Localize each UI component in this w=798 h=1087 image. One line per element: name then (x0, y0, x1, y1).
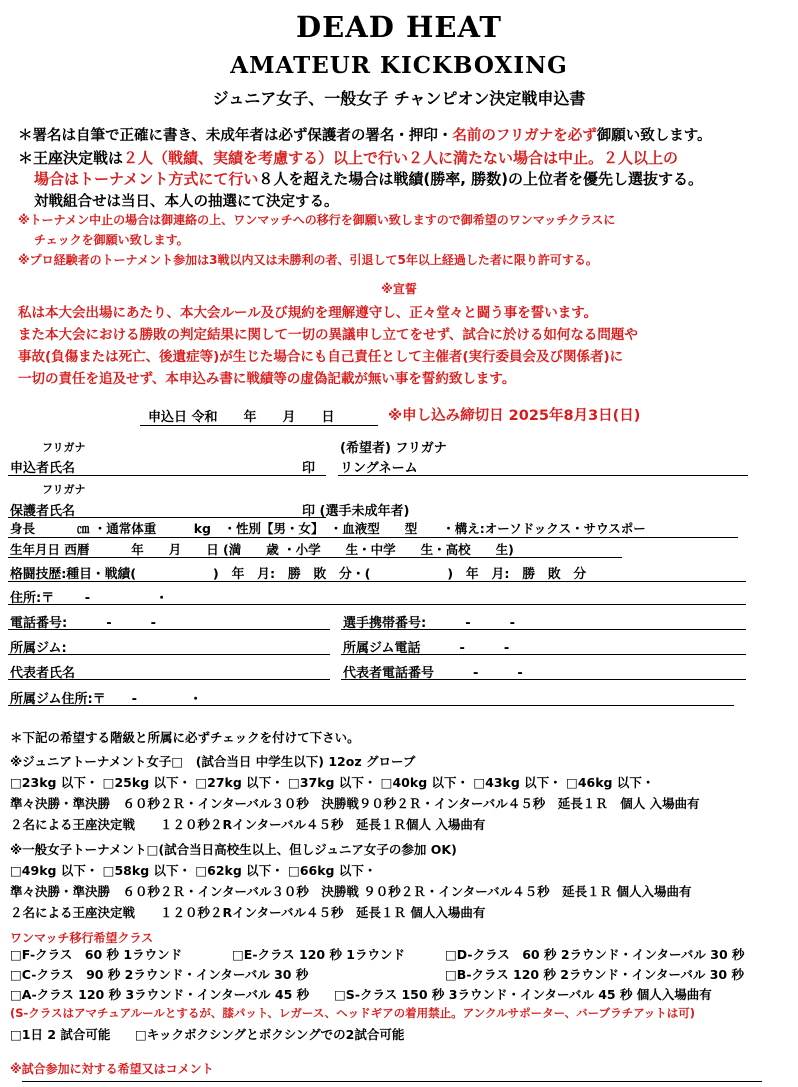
guardian-name-label: 保護者氏名 (10, 504, 76, 519)
title-amateur-kickboxing: AMATEUR KICKBOXING (230, 52, 568, 79)
gym-address-field[interactable]: 所属ジム住所:〒 - ・ (10, 692, 203, 707)
address-underline (8, 604, 746, 605)
onematch-title: ワンマッチ移行希望クラス (10, 931, 154, 945)
kick-and-boxing-checkbox[interactable]: □キックボクシングとボクシングでの2試合可能 (135, 1027, 405, 1042)
junior-tournament-title[interactable]: ※ジュニアトーナメント女子□ (試合当日 中学生以下) 12oz グローブ (10, 754, 416, 769)
oath-line-3: 事故(負傷または死亡、後遺症等)が生じた場合にも自己責任として主催者(実行委員会及び関係者)に (18, 349, 624, 365)
form-subtitle: ジュニア女子、一般女子 チャンピオン決定戦申込書 (212, 89, 586, 108)
birth-row[interactable]: 生年月日 西暦 年 月 日 (満 歳 ・小学 生・中学 生・高校 生) (10, 542, 514, 557)
note-signature-text: ＊署名は自筆で正確に書き、未成年者は必ず保護者の署名・押印・ (18, 128, 453, 144)
note-tournament-selection: ８人を超えた場合は戦績(勝率, 勝数)の上位者を優先し選抜する。 (258, 170, 704, 188)
record-underline (8, 581, 746, 582)
gym-field[interactable]: 所属ジム: (10, 641, 67, 656)
mobile-underline (341, 629, 746, 630)
address-field[interactable]: 住所:〒 - ・ (10, 591, 169, 606)
note-cancel-check: チェックを御願い致します。 (34, 233, 189, 247)
oath-line-4: 一切の責任を追及せず、本申込み書に戦績等の虚偽記載が無い事を誓約致します。 (18, 371, 516, 387)
gym-address-underline (8, 705, 734, 706)
application-date-field[interactable]: 申込日 令和 年 月 日 (148, 410, 335, 425)
note-title-match-condition: ２人（戦績、実績を考慮する）以上で行い２人に満たない場合は中止。２人以上の (123, 149, 679, 167)
ringname-label: リングネーム (340, 461, 418, 476)
deadline: ※申し込み締切日 2025年8月3日(日) (388, 408, 641, 424)
two-matches-checkbox[interactable]: □1日 2 試合可能 (10, 1027, 111, 1042)
note-title-match (18, 147, 678, 168)
comment-field[interactable] (22, 1081, 762, 1082)
record-row[interactable]: 格闘技歴:種目・戦績( ) 年 月: 勝 敗 分・( ) 年 月: 勝 敗 分 (10, 567, 587, 582)
furigana-label-1: フリガナ (42, 441, 86, 454)
title-dead-heat: DEAD HEAT (296, 10, 502, 44)
general-rule-1: 準々決勝・準決勝 ６０秒２Ｒ・インターバル３０秒 決勝戦 ９０秒２Ｒ・インターバル４５秒 延長１Ｒ 個人入場曲有 (10, 884, 692, 899)
note-tournament-format-red: 場合はトーナメント方式にて行い (34, 170, 259, 188)
ringname-field[interactable] (338, 475, 748, 476)
guardian-seal: 印 (選手未成年者) (302, 504, 410, 519)
note-signature-end: 御願い致します。 (596, 128, 712, 144)
applicant-name-label: 申込者氏名 (10, 461, 76, 476)
hope-furigana-label: (希望者) フリガナ (340, 441, 447, 456)
representative-field[interactable]: 代表者氏名 (10, 666, 76, 681)
general-rule-2: ２名による王座決定戦 １２０秒２Rインターバル４５秒 延長１Ｒ 個人入場曲有 (10, 905, 486, 920)
note-tournament-format (34, 168, 703, 189)
phone-field[interactable]: 電話番号: - - (10, 616, 156, 631)
note-cancel: ※トーナメン中止の場合は御連絡の上、ワンマッチへの移行を御願い致しますので御希望のワンマッチクラスに (18, 213, 616, 227)
junior-rule-1: 準々決勝・準決勝 ６０秒２Ｒ・インターバル３０秒 決勝戦９０秒２Ｒ・インターバル４５秒 延長１Ｒ 個人 入場曲有 (10, 796, 700, 811)
applicant-seal: 印 (302, 461, 316, 476)
gym-underline (8, 654, 330, 655)
junior-weight-classes[interactable]: □23kg 以下・ □25kg 以下・ □27kg 以下・ □37kg 以下・ □40kg 以下・ □43kg 以下・ □46kg 以下・ (10, 775, 655, 790)
body-info-row[interactable]: 身長 ㎝ ・通常体重 kg ・性別【男・女】 ・血液型 型 ・構え:オーソドックス・サウスポー (10, 521, 646, 536)
class-instruction: ＊下記の希望する階級と所属に必ずチェックを付けて下さい。 (10, 730, 360, 745)
general-tournament-title[interactable]: ※一般女子トーナメント□(試合当日高校生以上、但しジュニア女子の参加 OK) (10, 842, 457, 857)
class-s-checkbox[interactable]: □S-クラス 150 秒 3ラウンド・インターバル 45 秒 個人入場曲有 (334, 987, 712, 1002)
phone-underline (8, 629, 330, 630)
representative-phone-field[interactable]: 代表者電話番号 - - (343, 666, 523, 681)
representative-phone-underline (341, 679, 746, 680)
gym-phone-field[interactable]: 所属ジム電話 - - (343, 641, 510, 656)
note-signature (18, 124, 712, 145)
note-draw: 対戦組合せは当日、本人の抽選にて決定する。 (34, 194, 339, 210)
class-c-checkbox[interactable]: □C-クラス 90 秒 2ラウンド・インターバル 30 秒 (10, 967, 309, 982)
comment-label: ※試合参加に対する希望又はコメント (10, 1062, 214, 1076)
representative-underline (8, 679, 330, 680)
applicant-name-field[interactable] (8, 475, 326, 476)
oath-title: ※宣誓 (381, 282, 417, 296)
guardian-name-field[interactable] (8, 517, 326, 518)
class-f-checkbox[interactable]: □F-クラス 60 秒 1ラウンド (10, 947, 183, 962)
class-a-checkbox[interactable]: □A-クラス 120 秒 3ラウンド・インターバル 45 秒 (10, 987, 310, 1002)
body-info-underline (8, 537, 738, 538)
note-title-match-text: ＊王座決定戦は (18, 149, 124, 167)
class-e-checkbox[interactable]: □E-クラス 120 秒 1ラウンド (232, 947, 406, 962)
date-underline (140, 425, 378, 426)
junior-rule-2: ２名による王座決定戦 １２０秒２Rインターバル４５秒 延長１Ｒ個人 入場曲有 (10, 817, 486, 832)
oath-line-1: 私は本大会出場にあたり、本大会ルール及び規約を理解遵守し、正々堂々と闘う事を誓います。 (18, 305, 598, 321)
mobile-field[interactable]: 選手携帯番号: - - (343, 616, 515, 631)
gym-phone-underline (341, 654, 746, 655)
oath-line-2: また本大会における勝敗の判定結果に関して一切の異議申し立てをせず、試合に於ける如何なる問題や (18, 327, 638, 343)
s-class-note: (S-クラスはアマチュアルールとするが、膝パット、レガース、ヘッドギアの着用禁止。アンクルサポーター、バーブラチアットは可) (10, 1006, 696, 1020)
note-furigana-required: 名前のフリガナを必ず (452, 128, 597, 144)
class-b-checkbox[interactable]: □B-クラス 120 秒 2ラウンド・インターバル 30 秒 (445, 967, 744, 982)
general-weight-classes[interactable]: □49kg 以下・ □58kg 以下・ □62kg 以下・ □66kg 以下・ (10, 863, 377, 878)
note-pro-experience: ※プロ経験者のトーナメント参加は3戦以内又は未勝利の者、引退して5年以上経過した者に限り許可する。 (18, 253, 598, 267)
furigana-label-2: フリガナ (42, 483, 86, 496)
birth-underline (8, 557, 622, 558)
class-d-checkbox[interactable]: □D-クラス 60 秒 2ラウンド・インターバル 30 秒 (445, 947, 745, 962)
